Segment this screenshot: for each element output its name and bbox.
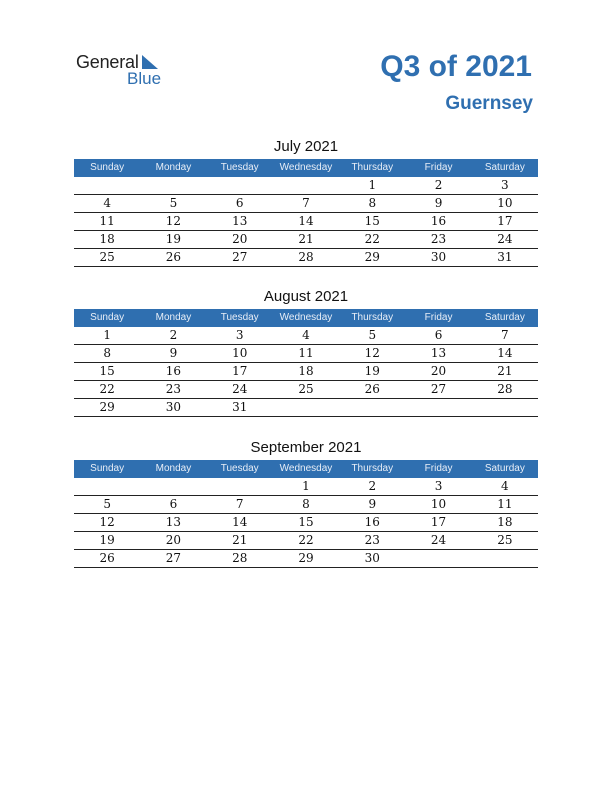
week-row — [74, 514, 538, 532]
week-row — [74, 363, 538, 381]
day-cell: 28 — [232, 551, 248, 565]
day-cell: 1 — [302, 479, 310, 493]
day-cell: 24 — [497, 232, 513, 246]
week-row — [74, 496, 538, 514]
day-cell: 3 — [501, 178, 509, 192]
day-cell: 5 — [368, 328, 377, 342]
day-cell: 12 — [165, 214, 182, 228]
day-cell: 6 — [169, 497, 178, 511]
day-cell: 16 — [430, 214, 447, 228]
weeks-grid — [74, 327, 538, 417]
day-cell: 17 — [232, 364, 248, 378]
weekday-label: Wednesday — [279, 463, 333, 474]
weekday-label: Monday — [155, 312, 192, 323]
day-cell: 19 — [165, 232, 182, 246]
week-row — [74, 249, 538, 267]
day-cell: 30 — [364, 551, 380, 565]
day-cell: 4 — [501, 479, 509, 493]
day-cell: 31 — [497, 250, 513, 264]
day-cell: 27 — [232, 250, 248, 264]
day-cell — [140, 478, 206, 495]
weekday-header — [74, 309, 538, 327]
day-cell — [472, 550, 538, 567]
weekday-label: Saturday — [484, 312, 525, 323]
weekday-label: Sunday — [90, 312, 125, 323]
weekday-label: Friday — [424, 162, 453, 173]
day-cell: 18 — [99, 232, 115, 246]
brand-logo — [76, 52, 186, 92]
month-title: July 2021 — [273, 138, 339, 155]
day-cell: 18 — [298, 364, 314, 378]
week-row — [74, 177, 538, 195]
weeks-grid — [74, 478, 538, 568]
day-cell — [74, 177, 140, 194]
day-cell: 17 — [430, 515, 447, 529]
weekday-label: Wednesday — [279, 162, 333, 173]
day-cell: 19 — [99, 533, 115, 547]
weekday-header — [74, 460, 538, 478]
day-cell: 8 — [368, 196, 377, 210]
day-cell: 1 — [103, 328, 111, 342]
day-cell: 18 — [497, 515, 513, 529]
weekday-label: Tuesday — [220, 463, 259, 474]
weekday-label: Sunday — [90, 162, 125, 173]
day-cell: 11 — [99, 214, 115, 228]
day-cell: 7 — [501, 328, 509, 342]
day-cell: 22 — [364, 232, 380, 246]
day-cell: 6 — [235, 196, 244, 210]
day-cell: 29 — [364, 250, 380, 264]
weekday-label: Sunday — [90, 463, 125, 474]
day-cell: 12 — [99, 515, 115, 529]
day-cell: 9 — [169, 346, 178, 360]
day-cell: 27 — [165, 551, 182, 565]
week-row — [74, 195, 538, 213]
month-title: August 2021 — [263, 288, 349, 305]
day-cell: 4 — [103, 196, 111, 210]
day-cell: 16 — [165, 364, 182, 378]
weekday-label: Thursday — [351, 463, 394, 474]
day-cell: 13 — [430, 346, 447, 360]
weekday-label: Saturday — [484, 463, 525, 474]
day-cell: 22 — [298, 533, 314, 547]
day-cell — [405, 550, 471, 567]
day-cell: 8 — [302, 497, 310, 511]
weekday-label: Monday — [155, 463, 192, 474]
day-cell: 7 — [235, 497, 244, 511]
day-cell: 3 — [235, 328, 244, 342]
weekday-label: Wednesday — [279, 312, 333, 323]
day-cell — [140, 177, 206, 194]
day-cell: 8 — [103, 346, 111, 360]
logo-general-text: General — [76, 52, 139, 72]
day-cell — [273, 399, 339, 416]
day-cell: 20 — [232, 232, 248, 246]
day-cell — [74, 478, 140, 495]
day-cell: 5 — [103, 497, 111, 511]
weekday-label: Thursday — [351, 162, 394, 173]
day-cell: 15 — [298, 515, 314, 529]
day-cell: 19 — [364, 364, 380, 378]
day-cell: 16 — [364, 515, 380, 529]
day-cell — [207, 478, 273, 495]
day-cell: 10 — [232, 346, 248, 360]
day-cell: 31 — [232, 400, 248, 414]
day-cell: 13 — [165, 515, 182, 529]
day-cell: 2 — [368, 479, 377, 493]
weekday-header — [74, 159, 538, 177]
day-cell: 9 — [368, 497, 377, 511]
day-cell: 14 — [497, 346, 513, 360]
month-august — [74, 287, 538, 417]
logo-triangle-icon — [142, 55, 158, 69]
logo-blue-text: Blue — [127, 69, 162, 88]
weekday-label: Saturday — [484, 162, 525, 173]
week-row — [74, 532, 538, 550]
day-cell: 2 — [169, 328, 178, 342]
day-cell: 5 — [169, 196, 178, 210]
day-cell — [273, 177, 339, 194]
weekday-label: Thursday — [351, 312, 394, 323]
week-row — [74, 381, 538, 399]
day-cell: 26 — [364, 382, 380, 396]
day-cell: 21 — [232, 533, 248, 547]
day-cell: 11 — [497, 497, 513, 511]
day-cell: 13 — [232, 214, 248, 228]
day-cell: 4 — [302, 328, 310, 342]
day-cell: 3 — [434, 479, 443, 493]
day-cell: 28 — [497, 382, 513, 396]
week-row — [74, 399, 538, 417]
day-cell: 2 — [434, 178, 443, 192]
day-cell: 30 — [165, 400, 182, 414]
day-cell — [339, 399, 405, 416]
day-cell: 10 — [430, 497, 447, 511]
day-cell — [472, 399, 538, 416]
week-row — [74, 550, 538, 568]
day-cell: 20 — [430, 364, 447, 378]
day-cell: 20 — [165, 533, 182, 547]
weekday-label: Tuesday — [220, 312, 259, 323]
day-cell: 9 — [434, 196, 443, 210]
day-cell: 22 — [99, 382, 115, 396]
day-cell: 26 — [99, 551, 115, 565]
day-cell: 17 — [497, 214, 513, 228]
day-cell: 14 — [298, 214, 314, 228]
page-title: Q3 of 2021 — [380, 50, 532, 83]
month-july — [74, 137, 538, 267]
month-september — [74, 438, 538, 568]
day-cell: 26 — [165, 250, 182, 264]
day-cell: 21 — [497, 364, 513, 378]
day-cell: 25 — [99, 250, 115, 264]
day-cell: 23 — [165, 382, 182, 396]
day-cell: 28 — [298, 250, 314, 264]
day-cell: 12 — [364, 346, 380, 360]
weekday-label: Monday — [155, 162, 192, 173]
day-cell: 15 — [99, 364, 115, 378]
week-row — [74, 327, 538, 345]
day-cell: 15 — [364, 214, 380, 228]
week-row — [74, 213, 538, 231]
day-cell: 29 — [298, 551, 314, 565]
day-cell: 29 — [99, 400, 115, 414]
day-cell: 6 — [434, 328, 443, 342]
day-cell: 14 — [232, 515, 248, 529]
day-cell — [207, 177, 273, 194]
day-cell — [405, 399, 471, 416]
weekday-label: Friday — [424, 463, 453, 474]
day-cell: 7 — [302, 196, 310, 210]
day-cell: 23 — [430, 232, 447, 246]
month-title: September 2021 — [250, 439, 362, 456]
day-cell: 21 — [298, 232, 314, 246]
day-cell: 25 — [497, 533, 513, 547]
day-cell: 24 — [430, 533, 447, 547]
weeks-grid — [74, 177, 538, 267]
country-name: Guernsey — [445, 93, 533, 114]
week-row — [74, 478, 538, 496]
day-cell: 1 — [368, 178, 377, 192]
day-cell: 23 — [364, 533, 380, 547]
day-cell: 25 — [298, 382, 314, 396]
day-cell: 11 — [298, 346, 314, 360]
week-row — [74, 345, 538, 363]
day-cell: 24 — [232, 382, 248, 396]
day-cell: 10 — [497, 196, 513, 210]
weekday-label: Friday — [424, 312, 453, 323]
day-cell: 27 — [430, 382, 447, 396]
day-cell: 30 — [430, 250, 447, 264]
weekday-label: Tuesday — [220, 162, 259, 173]
week-row — [74, 231, 538, 249]
